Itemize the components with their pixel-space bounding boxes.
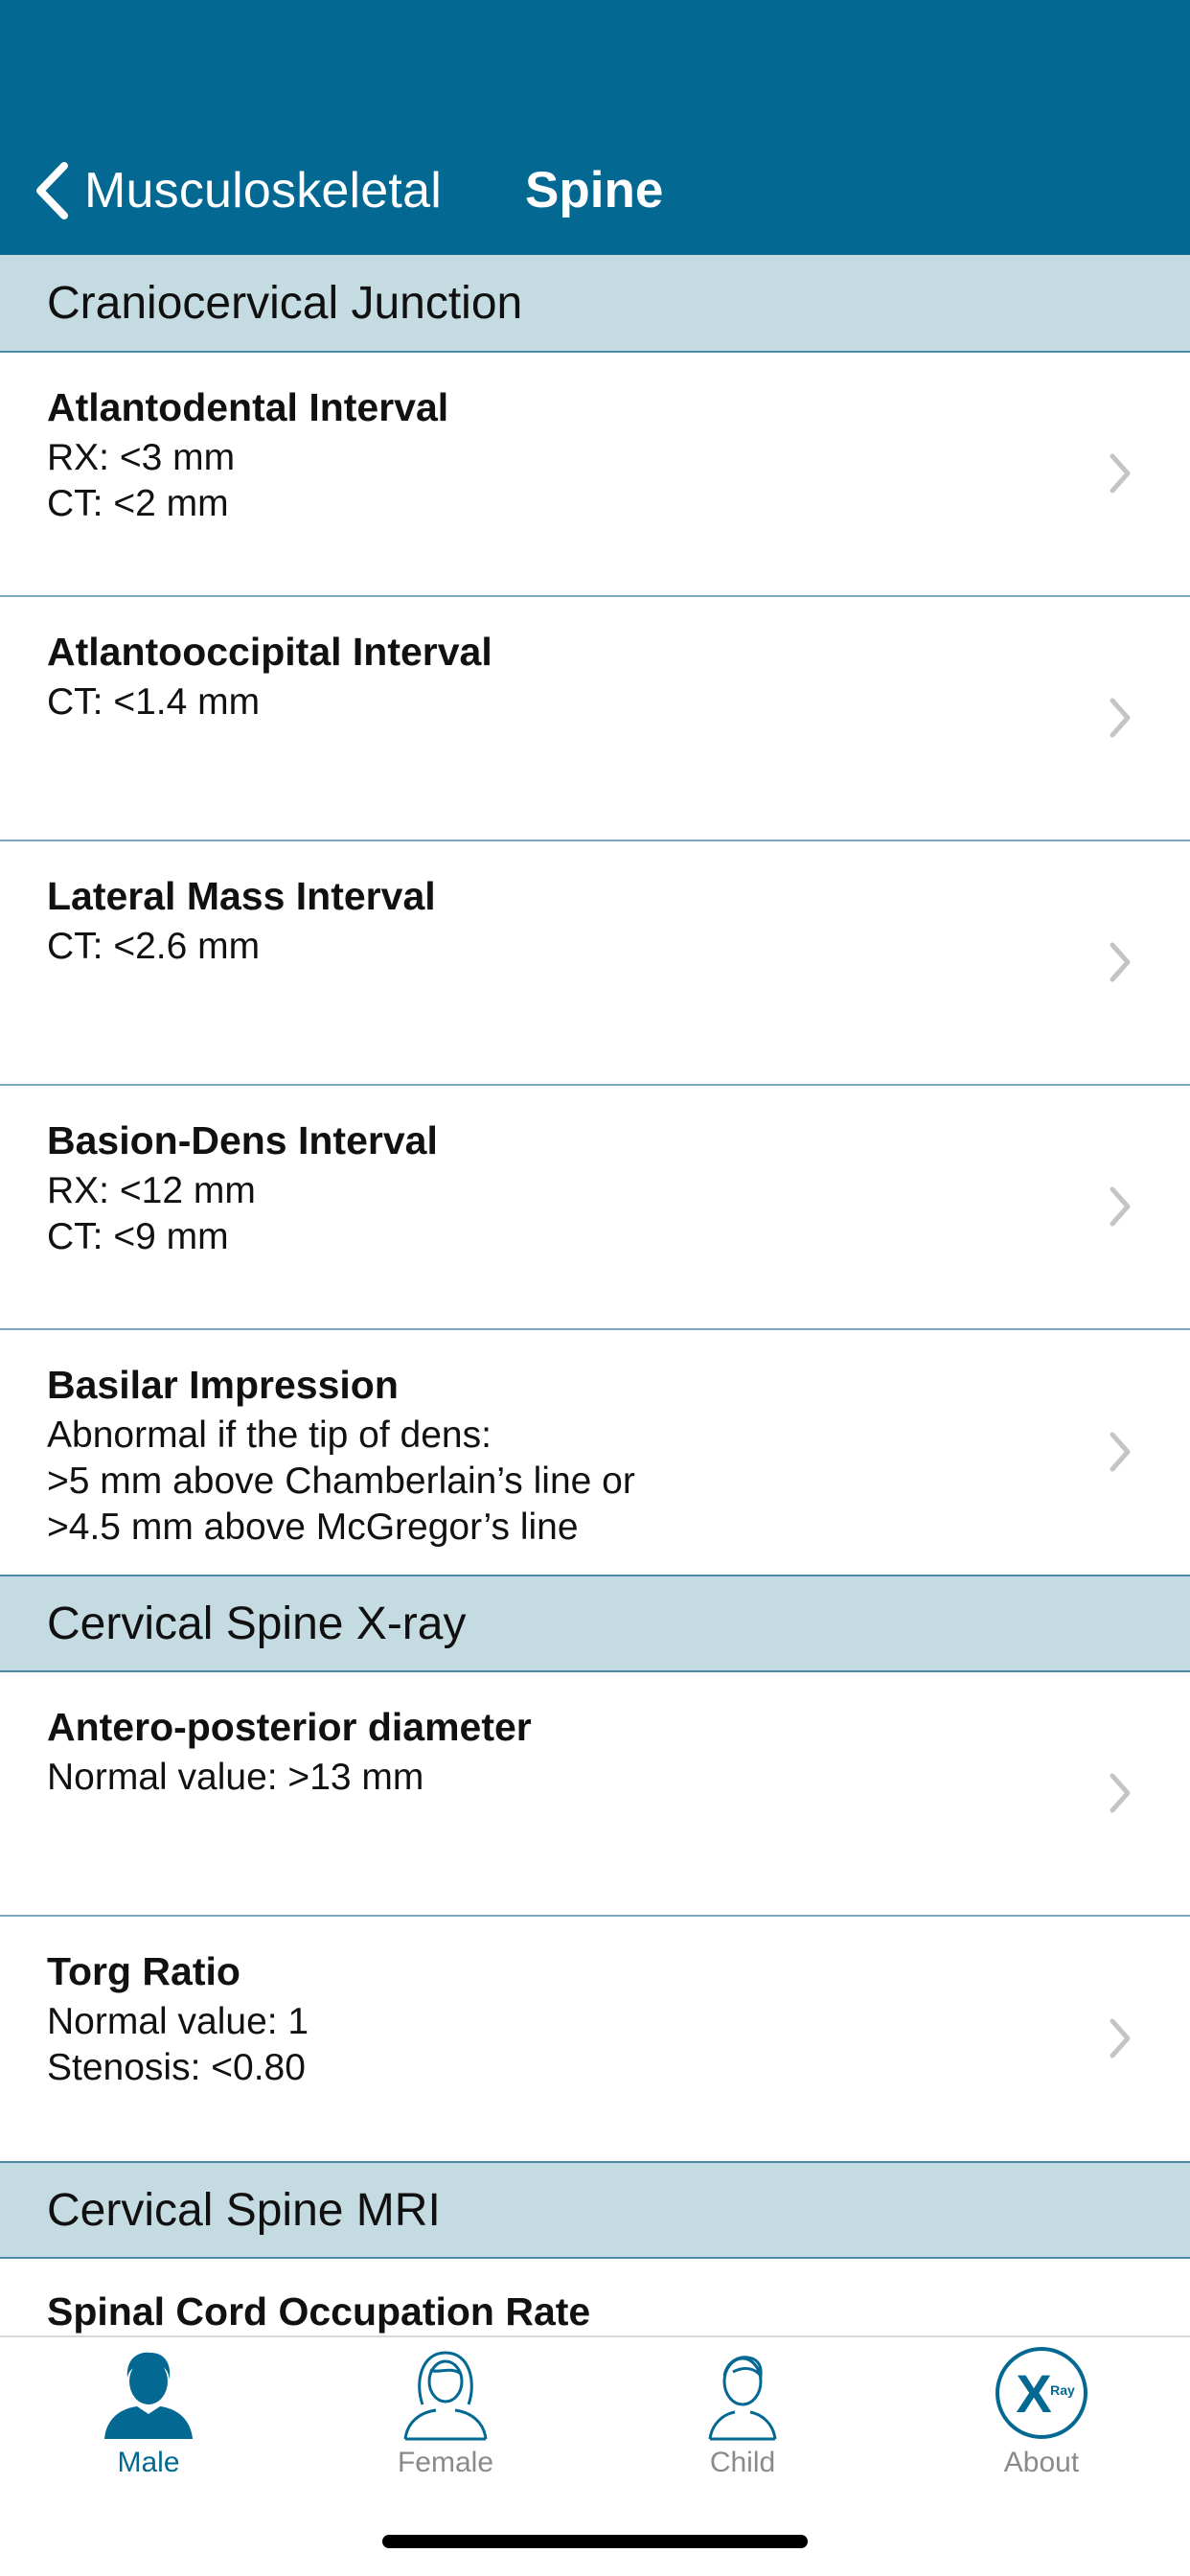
tab-female[interactable] bbox=[350, 2337, 541, 2481]
list-item-value: >4.5 mm above McGregor’s line bbox=[47, 1506, 579, 1548]
list-item-title: Atlantooccipital Interval bbox=[47, 630, 492, 674]
chevron-right-icon bbox=[1108, 1430, 1133, 1474]
tab-label: Child bbox=[709, 2447, 776, 2478]
section-header-craniocervical-junction: Craniocervical Junction bbox=[0, 255, 1190, 353]
list-item-title: Basilar Impression bbox=[47, 1363, 399, 1407]
chevron-right-icon bbox=[1108, 2016, 1133, 2060]
chevron-right-icon bbox=[1108, 451, 1133, 495]
list-item-value: RX: <12 mm bbox=[47, 1170, 256, 1211]
list-item-value: CT: <2 mm bbox=[47, 483, 229, 524]
tab-label: Female bbox=[397, 2447, 494, 2478]
list-item-basion-dens-interval[interactable] bbox=[0, 1086, 1190, 1330]
tab-label: About bbox=[1003, 2447, 1080, 2478]
list-item-value: CT: <2.6 mm bbox=[47, 926, 261, 967]
list-item-value: CT: <9 mm bbox=[47, 1216, 229, 1257]
list-item-torg-ratio[interactable] bbox=[0, 1917, 1190, 2161]
back-button[interactable] bbox=[33, 153, 442, 228]
chevron-left-icon bbox=[33, 161, 69, 220]
list-item-value: Stenosis: <0.80 bbox=[47, 2047, 306, 2088]
list-item-value: RX: <3 mm bbox=[47, 437, 236, 478]
list-item-antero-posterior-diameter[interactable] bbox=[0, 1672, 1190, 1917]
list-item-value: Normal value: >13 mm bbox=[47, 1757, 424, 1798]
list-item-title: Basion-Dens Interval bbox=[47, 1118, 438, 1162]
list-item-value: Normal value: 1 bbox=[47, 2001, 309, 2042]
list-item-title: Atlantodental Interval bbox=[47, 385, 449, 429]
back-button-label: Musculoskeletal bbox=[84, 163, 442, 218]
tab-about[interactable] bbox=[946, 2337, 1137, 2481]
child-icon bbox=[695, 2345, 790, 2441]
section-header-cervical-spine-xray: Cervical Spine X-ray bbox=[0, 1575, 1190, 1672]
chevron-right-icon bbox=[1108, 1771, 1133, 1815]
list-item-atlantooccipital-interval[interactable] bbox=[0, 597, 1190, 841]
female-icon bbox=[398, 2345, 493, 2441]
list-item-value: >5 mm above Chamberlain’s line or bbox=[47, 1460, 635, 1502]
xray-logo-icon bbox=[994, 2345, 1089, 2441]
measurement-list[interactable] bbox=[0, 255, 1190, 2336]
chevron-right-icon bbox=[1108, 696, 1133, 740]
list-item-title: Antero-posterior diameter bbox=[47, 1705, 532, 1749]
home-indicator bbox=[382, 2535, 808, 2548]
list-item-lateral-mass-interval[interactable] bbox=[0, 841, 1190, 1086]
chevron-right-icon bbox=[1108, 1184, 1133, 1229]
list-item-title: Torg Ratio bbox=[47, 1949, 240, 1993]
tab-male[interactable] bbox=[53, 2337, 244, 2481]
page-title: Spine bbox=[525, 162, 664, 218]
list-item-basilar-impression[interactable] bbox=[0, 1330, 1190, 1575]
section-header-cervical-spine-mri: Cervical Spine MRI bbox=[0, 2161, 1190, 2259]
male-icon bbox=[101, 2345, 196, 2441]
chevron-right-icon bbox=[1108, 940, 1133, 984]
list-item-value: CT: <1.4 mm bbox=[47, 681, 261, 723]
navigation-bar bbox=[0, 0, 1190, 255]
tab-child[interactable] bbox=[647, 2337, 838, 2481]
tab-label: Male bbox=[117, 2447, 180, 2478]
list-item-title: Lateral Mass Interval bbox=[47, 874, 436, 918]
xray-logo-small-text: Ray bbox=[1050, 2382, 1075, 2398]
list-item-spinal-cord-occupation-rate[interactable] bbox=[0, 2259, 1190, 2336]
list-item-title: Spinal Cord Occupation Rate bbox=[47, 2289, 591, 2334]
list-item-value: Abnormal if the tip of dens: bbox=[47, 1414, 492, 1456]
xray-logo-big-letter: X bbox=[1016, 2363, 1052, 2424]
list-item-atlantodental-interval[interactable] bbox=[0, 353, 1190, 597]
